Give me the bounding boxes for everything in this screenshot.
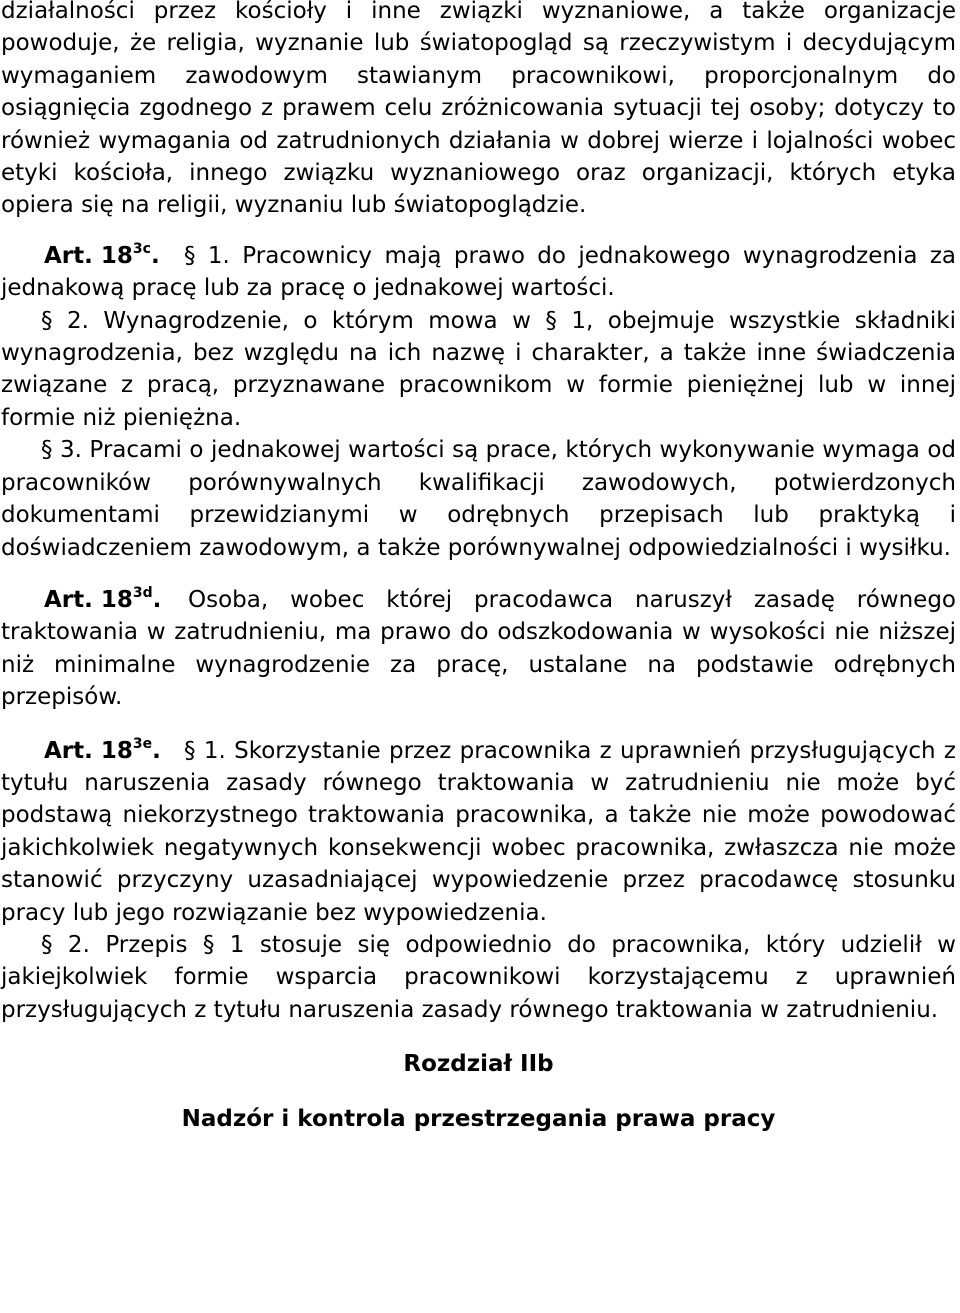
art-18-3e-sec1: § 1. Skorzystanie przez pracownika z uprawnień przysługujących z tytułu naruszenia zasady równego traktowania w zatrudnieniu nie może być podstawą niekorzystnego traktowania pracownika, a także nie może powodować jakichkolwiek negatywnych konsekwencji wobec pracownika, zwłaszcza nie może stanowić przyczyny uzasadniającej wypowiedzenie przez pracodawcę stosunku pracy lub jego rozwiązanie bez wypowiedzenia.	[1, 737, 956, 926]
intro-paragraph: działalności przez kościoły i inne związki wyznaniowe, a także organizacje powoduje, że religia, wyznanie lub światopogląd są rzeczywistym i decydującym wymaganiem zawodowym stawianym pracownikowi, proporcjonalnym do osiągnięcia zgodnego z prawem celu zróżnicowania sytuacji tej osoby; dotyczy to również wymagania od zatrudnionych działania w dobrej wierze i lojalności wobec etyki kościoła, innego związku wyznaniowego oraz organizacji, których etyka opiera się na religii, wyznaniu lub światopoglądzie.	[1, 0, 956, 219]
art-18-3d-text: Osoba, wobec której pracodawca naruszył zasadę równego traktowania w zatrudnieniu, ma prawo do odszkodowania w wysokości nie niższej niż minimalne wynagrodzenie za pracę, ustalane na podstawie odrębnych przepisów.	[1, 586, 956, 711]
chapter-title: Nadzór i kontrola przestrzegania prawa pracy	[181, 1106, 776, 1133]
art-18-3d-label: Art. $18^{3d}$.	[44, 584, 162, 613]
art-18-3e-sec2: § 2. Przepis § 1 stosuje się odpowiednio do pracownika, który udzielił w jakiejkolwiek formie wsparcia pracownikowi korzystającemu z uprawnień przysługujących z tytułu naruszenia zasady równego traktowania w zatrudnieniu.	[1, 932, 956, 1023]
art-18-3c-sec1: § 1. Pracownicy mają prawo do jednakowego wynagrodzenia za jednakową pracę lub za pracę o jednakowej wartości.	[1, 242, 956, 302]
art-18-3c-sec2: § 2. Wynagrodzenie, o którym mowa w § 1, obejmuje wszystkie składniki wynagrodzenia, bez względu na ich nazwę i charakter, a także inne świadczenia związane z pracą, przyznawane pracownikom w formie pieniężnej lub w innej formie niż pieniężna.	[1, 307, 956, 431]
art-18-3c-label: Art. $18^{3c}$.	[44, 240, 160, 269]
chapter-heading: Rozdział IIb	[403, 1051, 554, 1078]
art-18-3c-sec3: § 3. Pracami o jednakowej wartości są prace, których wykonywanie wymaga od pracowników porównywalnych kwalifikacji zawodowych, potwierdzonych dokumentami przewidzianymi w odrębnych przepisach lub praktyką i doświadczeniem zawodowym, a także porównywalnej odpowiedzialności i wysiłku.	[1, 437, 956, 561]
art-18-3e-label: Art. $18^{3e}$.	[44, 735, 161, 764]
